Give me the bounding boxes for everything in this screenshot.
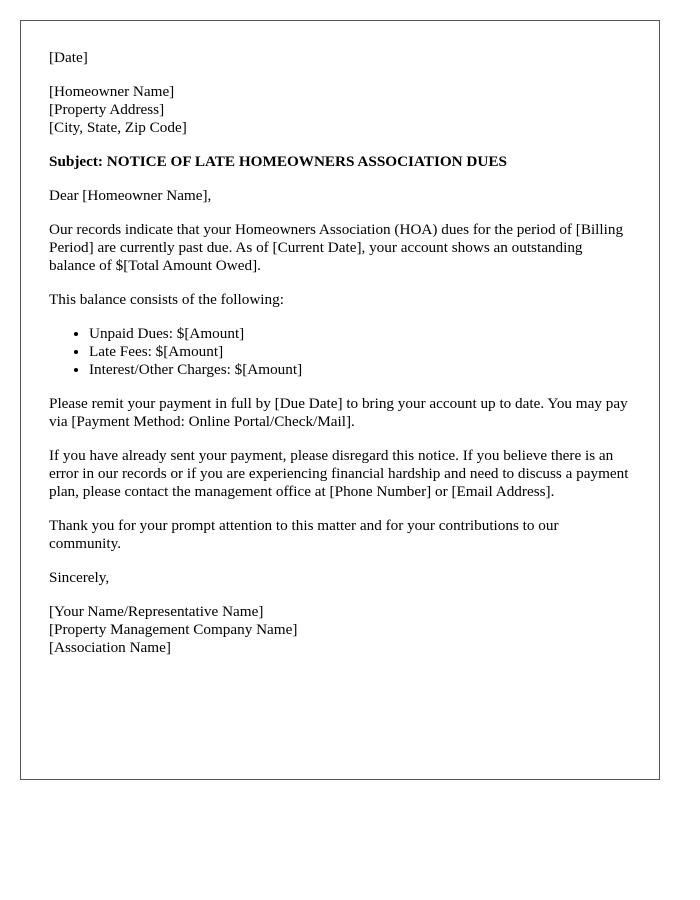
subject-line: Subject: NOTICE OF LATE HOMEOWNERS ASSOCIATION DUES [49,153,507,170]
date-text: [Date] [49,49,88,66]
intro-paragraph: Our records indicate that your Homeowners Association (HOA) dues for the period of [Billing Period] are currently past due. As of [Current Date], your account shows an outstanding balance of $[Total Amount Owed]. [49,221,624,274]
signature-block [49,603,631,657]
salutation: Dear [Homeowner Name], [49,187,212,204]
closing: Sincerely, [49,569,110,586]
letter-date [49,49,631,67]
recipient-address: [Property Address] [49,101,165,118]
recipient-name: [Homeowner Name] [49,83,175,100]
breakdown-intro: This balance consists of the following: [49,291,284,308]
signature-company: [Property Management Company Name] [49,621,298,638]
charges-list [49,325,631,379]
signature-association: [Association Name] [49,639,171,656]
payment-paragraph: Please remit your payment in full by [Due Date] to bring your account up to date. You may pay via [Payment Method: Online Portal/Check/Mail]. [49,395,628,430]
thanks-paragraph: Thank you for your prompt attention to this matter and for your contributions to our community. [49,517,559,552]
list-item: • Interest/Other Charges: $[Amount] [89,361,631,379]
recipient-block [49,83,631,137]
disregard-paragraph: If you have already sent your payment, please disregard this notice. If you believe there is an error in our records or if you are experiencing financial hardship and need to discuss a payment plan, please contact the management office at [Phone Number] or [Email Address]. [49,447,629,500]
signature-name: [Your Name/Representative Name] [49,603,264,620]
list-item: • Unpaid Dues: $[Amount] [89,325,631,343]
letter-page [20,20,660,780]
list-item: • Late Fees: $[Amount] [89,343,631,361]
recipient-city-state-zip: [City, State, Zip Code] [49,119,187,136]
